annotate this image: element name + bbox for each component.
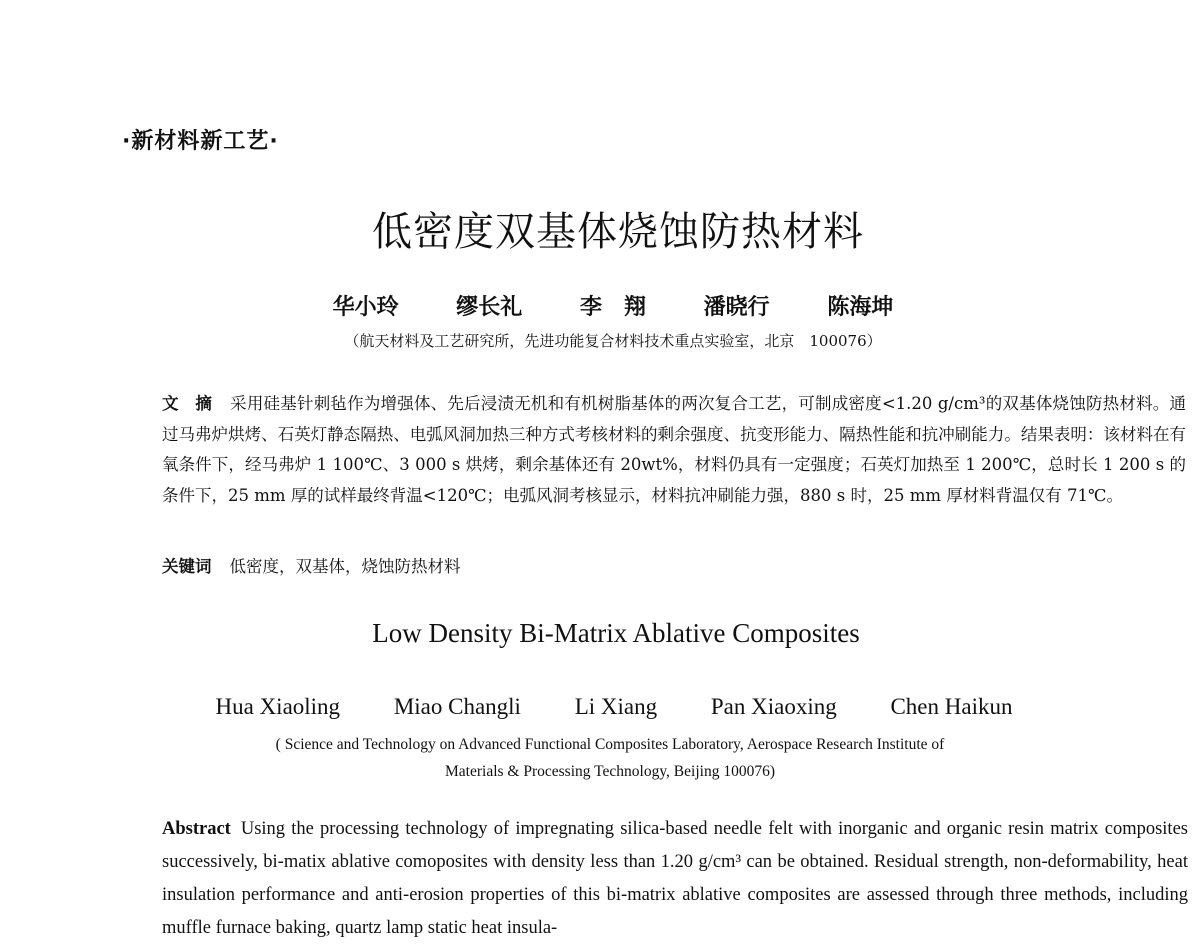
section-tag: ·新材料新工艺· bbox=[122, 129, 279, 154]
chinese-keywords-text: 低密度，双基体，烧蚀防热材料 bbox=[229, 557, 461, 576]
chinese-affiliation: （航天材料及工艺研究所，先进功能复合材料技术重点实验室，北京 100076） bbox=[344, 332, 882, 350]
english-abstract-text: Using the processing technology of impregnating silica-based needle felt with inorganic and organic resin matrix composites successively, bi-matix ablative comoposites with density less than 1.20 g/cm³ can be obtained. Residual strength, non-deformability, heat insulation performance and anti-erosion properties of this bi-matrix ablative composites are assessed through three methods, including muffle furnace baking, quartz lamp static heat insula- bbox=[162, 819, 1188, 938]
chinese-author-list bbox=[0, 290, 1200, 321]
chinese-abstract-label: 文 摘 bbox=[162, 394, 213, 413]
english-title: Low Density Bi-Matrix Ablative Composites bbox=[372, 618, 860, 648]
chinese-keywords bbox=[162, 553, 461, 577]
english-affiliation-line: Materials & Processing Technology, Beijing 100076) bbox=[445, 763, 775, 780]
english-affiliation bbox=[0, 731, 1200, 785]
english-author: Chen Haikun bbox=[890, 694, 1013, 719]
chinese-keywords-label: 关键词 bbox=[162, 557, 212, 576]
english-affiliation-line: ( Science and Technology on Advanced Functional Composites Laboratory, Aerospace Research Institute of bbox=[275, 736, 945, 753]
english-author-list bbox=[0, 694, 1200, 720]
chinese-author: 李 翔 bbox=[579, 294, 646, 320]
chinese-abstract-text: 采用硅基针刺毡作为增强体、先后浸渍无机和有机树脂基体的两次复合工艺，可制成密度<1.20 g/cm³的双基体烧蚀防热材料。通过马弗炉烘烤、石英灯静态隔热、电弧风洞加热三种方式考核材料的剩余强度、抗变形能力、隔热性能和抗冲刷能力。结果表明：该材料在有氧条件下，经马弗炉 1 100℃、3 000 s 烘烤，剩余基体还有 20wt%，材料仍具有一定强度；石英灯加热至 1 200℃，总时长 1 200 s 的条件下，25 mm 厚的试样最终背温<120℃；电弧风洞考核显示，材料抗冲刷能力强，880 s 时，25 mm 厚材料背温仅有 71℃。 bbox=[162, 394, 1187, 505]
chinese-author: 缪长礼 bbox=[456, 294, 523, 320]
chinese-title: 低密度双基体烧蚀防热材料 bbox=[372, 209, 864, 255]
english-abstract-label: Abstract bbox=[162, 819, 231, 839]
english-author: Miao Changli bbox=[393, 694, 521, 719]
english-author: Hua Xiaoling bbox=[215, 694, 341, 719]
english-abstract bbox=[118, 813, 1188, 945]
chinese-author: 华小玲 bbox=[332, 294, 399, 320]
english-author: Li Xiang bbox=[574, 694, 658, 719]
chinese-author: 潘晓行 bbox=[703, 294, 770, 320]
chinese-author: 陈海坤 bbox=[827, 294, 894, 320]
chinese-abstract bbox=[118, 389, 1186, 511]
english-author: Pan Xiaoxing bbox=[710, 694, 837, 719]
